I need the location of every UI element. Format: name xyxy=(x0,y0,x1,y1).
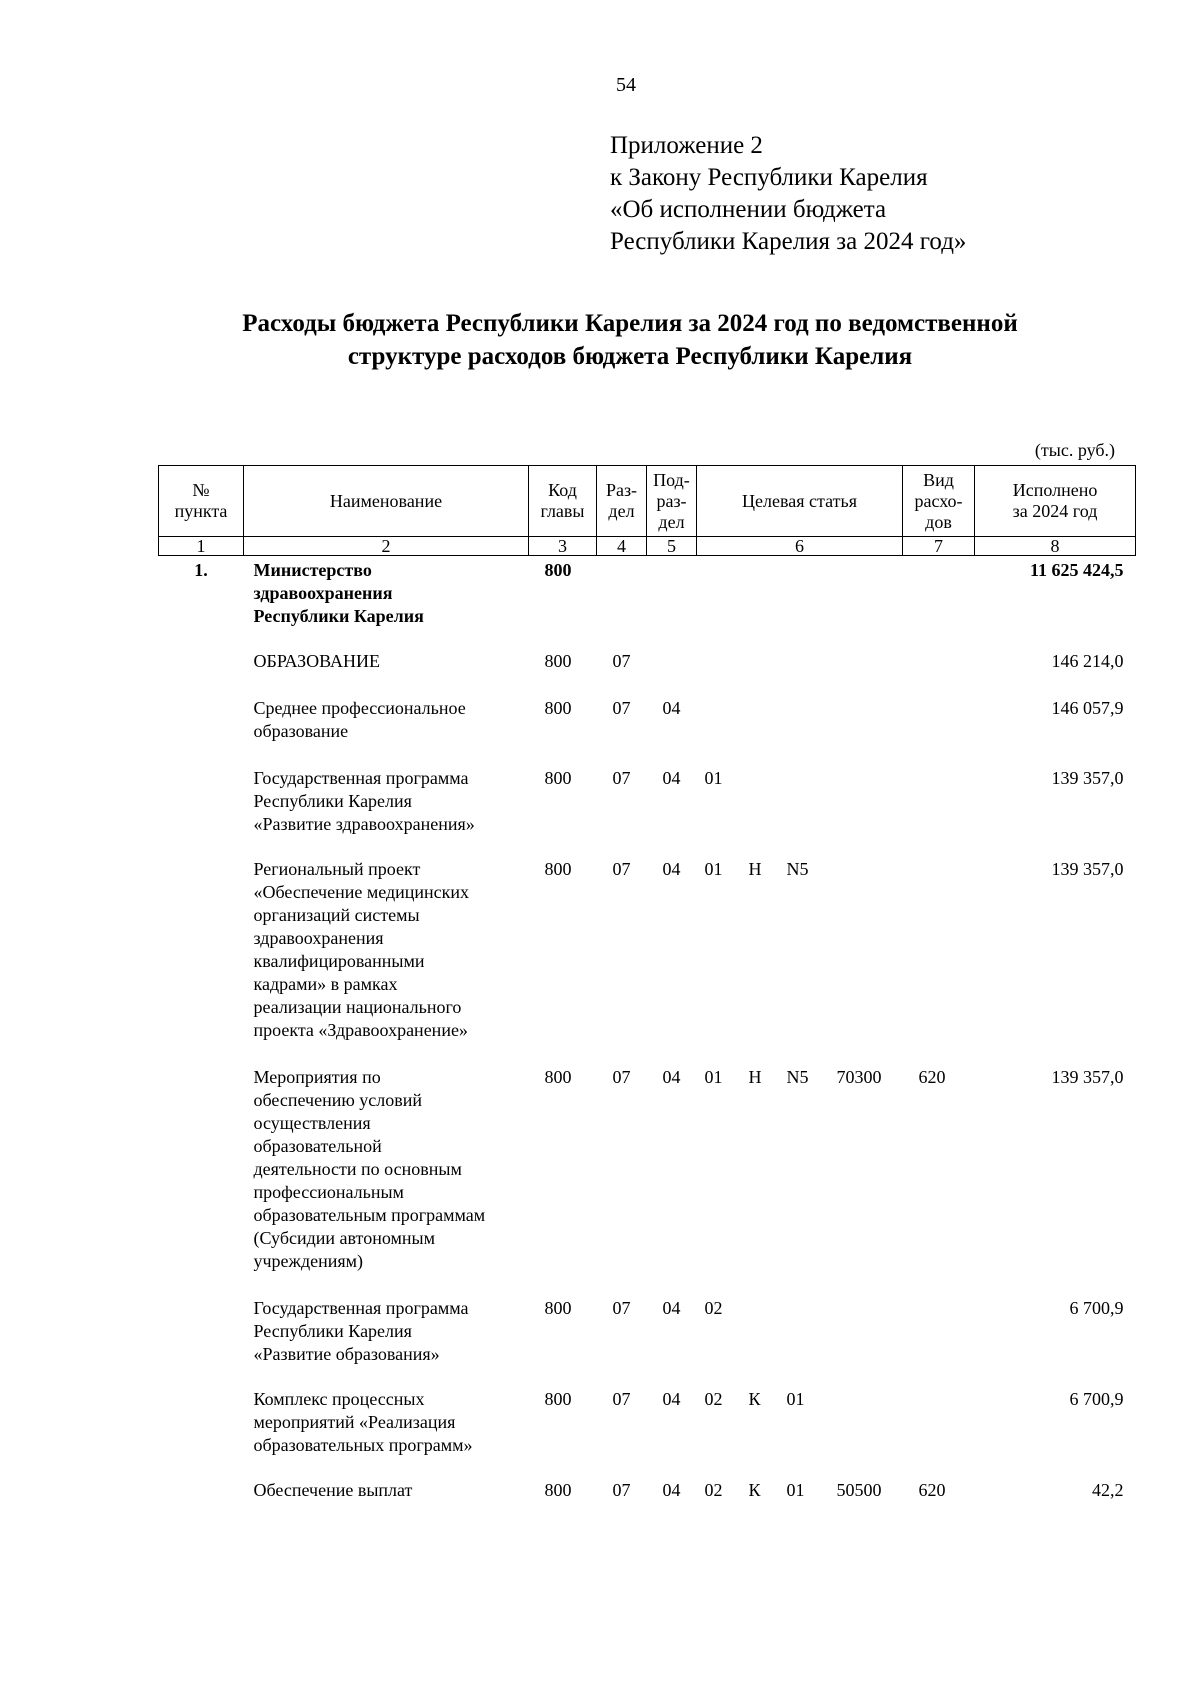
row-section: 07 xyxy=(612,651,631,671)
row-number xyxy=(159,697,244,767)
header-executed: Исполнено за 2024 год xyxy=(975,466,1136,537)
row-amount: 6 700,9 xyxy=(1069,1389,1124,1409)
table-header-row xyxy=(159,466,1136,537)
row-target-direction: 70300 xyxy=(836,1067,882,1087)
column-number: 1 xyxy=(159,537,244,556)
row-name xyxy=(244,650,529,697)
row-code: 800 xyxy=(544,560,572,580)
row-amount: 139 357,0 xyxy=(1051,1067,1124,1087)
title-line-2: структуре расходов бюджета Республики Карелия xyxy=(347,343,913,370)
row-name xyxy=(244,1479,529,1502)
row-name xyxy=(244,1388,529,1479)
row-target-project: 01 xyxy=(786,1480,805,1500)
row-target-project xyxy=(779,1297,829,1388)
row-target-program: 02 xyxy=(704,1480,723,1500)
row-name-line: организаций системы xyxy=(253,905,420,925)
column-number: 2 xyxy=(244,537,529,556)
row-target-direction xyxy=(829,697,903,767)
row-name-line: ОБРАЗОВАНИЕ xyxy=(253,651,380,671)
row-name xyxy=(244,858,529,1066)
row-name-line: здравоохранения xyxy=(253,583,393,603)
row-amount: 11 625 424,5 xyxy=(1030,560,1124,580)
row-target-direction xyxy=(829,556,903,651)
page-number: 54 xyxy=(616,74,636,96)
row-number xyxy=(159,1388,244,1479)
row-target-program: 02 xyxy=(704,1298,723,1318)
row-subsection xyxy=(647,650,697,697)
row-target-letter: Н xyxy=(748,859,762,879)
table-row xyxy=(159,697,1136,767)
table-row xyxy=(159,1479,1136,1502)
row-name-line: Комплекс процессных xyxy=(253,1389,425,1409)
row-target-program xyxy=(697,697,741,767)
appendix-line-3: «Об исполнении бюджета xyxy=(610,196,887,223)
row-name-line: «Развитие образования» xyxy=(253,1344,440,1364)
row-target-program: 01 xyxy=(704,1067,723,1087)
row-name-line: мероприятий «Реализация xyxy=(253,1412,456,1432)
title-line-1: Расходы бюджета Республики Карелия за 2024 год по ведомственной xyxy=(242,310,1018,337)
row-name xyxy=(244,1066,529,1297)
header-expense-type: Вид расхо- дов xyxy=(903,466,975,537)
appendix-block xyxy=(610,130,966,258)
row-target-direction xyxy=(829,650,903,697)
header-name: Наименование xyxy=(244,466,529,537)
row-expense-type xyxy=(903,1297,975,1388)
row-amount: 139 357,0 xyxy=(1051,859,1124,879)
row-target-project: 01 xyxy=(786,1389,805,1409)
table-row xyxy=(159,1388,1136,1479)
column-number: 6 xyxy=(697,537,903,556)
row-name-line: кадрами» в рамках xyxy=(253,974,398,994)
row-subsection: 04 xyxy=(662,768,681,788)
row-name-line: «Развитие здравоохранения» xyxy=(253,814,475,834)
column-number: 7 xyxy=(903,537,975,556)
row-target-letter xyxy=(741,556,779,651)
header-subsection: Под- раз- дел xyxy=(647,466,697,537)
row-name-line: образование xyxy=(253,721,349,741)
row-section: 07 xyxy=(612,859,631,879)
row-expense-type xyxy=(903,767,975,858)
row-target-project xyxy=(779,556,829,651)
row-amount: 146 214,0 xyxy=(1051,651,1124,671)
table-row xyxy=(159,1066,1136,1297)
row-target-letter: К xyxy=(748,1480,761,1500)
row-name xyxy=(244,697,529,767)
row-section: 07 xyxy=(612,768,631,788)
row-subsection: 04 xyxy=(662,859,681,879)
row-target-program: 01 xyxy=(704,768,723,788)
row-name-line: учреждениям) xyxy=(253,1251,364,1271)
row-target-program xyxy=(697,650,741,697)
row-name-line: Республики Карелия xyxy=(253,1321,412,1341)
row-name-line: (Субсидии автономным xyxy=(253,1228,435,1248)
row-name-line: осуществления xyxy=(253,1113,371,1133)
row-target-letter xyxy=(741,1297,779,1388)
row-number xyxy=(159,1066,244,1297)
row-code: 800 xyxy=(544,1389,572,1409)
row-target-direction xyxy=(829,767,903,858)
row-target-letter xyxy=(741,697,779,767)
row-subsection: 04 xyxy=(662,698,681,718)
row-subsection xyxy=(647,556,697,651)
header-num: № пункта xyxy=(159,466,244,537)
table-body xyxy=(159,556,1136,1503)
column-number: 5 xyxy=(647,537,697,556)
row-name-line: Республики Карелия xyxy=(253,606,424,626)
row-name xyxy=(244,556,529,651)
row-number xyxy=(159,650,244,697)
table-row xyxy=(159,650,1136,697)
units-label: (тыс. руб.) xyxy=(1034,440,1115,460)
row-amount: 139 357,0 xyxy=(1051,768,1124,788)
row-subsection: 04 xyxy=(662,1480,681,1500)
row-name-line: Мероприятия по xyxy=(253,1067,381,1087)
row-number: 1. xyxy=(194,560,208,580)
table-row xyxy=(159,767,1136,858)
row-name xyxy=(244,767,529,858)
row-target-direction xyxy=(829,1388,903,1479)
row-code: 800 xyxy=(544,1067,572,1087)
row-target-letter xyxy=(741,650,779,697)
table-row xyxy=(159,858,1136,1066)
row-name-line: квалифицированными xyxy=(253,951,425,971)
row-name-line: Республики Карелия xyxy=(253,791,412,811)
row-number xyxy=(159,1297,244,1388)
appendix-line-4: Республики Карелия за 2024 год» xyxy=(610,228,967,255)
column-number: 4 xyxy=(597,537,647,556)
row-number xyxy=(159,1479,244,1502)
row-name-line: реализации национального xyxy=(253,997,462,1017)
row-number xyxy=(159,858,244,1066)
row-name-line: Государственная программа xyxy=(253,1298,469,1318)
row-target-program: 01 xyxy=(704,859,723,879)
row-code: 800 xyxy=(544,1480,572,1500)
row-amount: 146 057,9 xyxy=(1051,698,1124,718)
row-amount: 6 700,9 xyxy=(1069,1298,1124,1318)
row-section: 07 xyxy=(612,1389,631,1409)
header-code: Код главы xyxy=(529,466,597,537)
header-section: Раз- дел xyxy=(597,466,647,537)
row-expense-type xyxy=(903,556,975,651)
row-expense-type xyxy=(903,650,975,697)
row-subsection: 04 xyxy=(662,1067,681,1087)
row-name-line: обеспечению условий xyxy=(253,1090,423,1110)
row-target-letter xyxy=(741,767,779,858)
column-number-row xyxy=(159,537,1136,556)
column-number: 8 xyxy=(975,537,1136,556)
row-section: 07 xyxy=(612,1067,631,1087)
appendix-line-2: к Закону Республики Карелия xyxy=(610,164,928,191)
row-name-line: здравоохранения xyxy=(253,928,384,948)
row-code: 800 xyxy=(544,651,572,671)
row-amount: 42,2 xyxy=(1092,1480,1124,1500)
row-section: 07 xyxy=(612,698,631,718)
row-target-letter: Н xyxy=(748,1067,762,1087)
row-section: 07 xyxy=(612,1480,631,1500)
row-name xyxy=(244,1297,529,1388)
row-name-line: Региональный проект xyxy=(253,859,421,879)
row-subsection: 04 xyxy=(662,1389,681,1409)
row-number xyxy=(159,767,244,858)
row-name-line: образовательных программ» xyxy=(253,1435,473,1455)
row-code: 800 xyxy=(544,768,572,788)
row-name-line: Среднее профессиональное xyxy=(253,698,466,718)
row-name-line: образовательным программам xyxy=(253,1205,486,1225)
row-target-program xyxy=(697,556,741,651)
row-subsection: 04 xyxy=(662,1298,681,1318)
budget-table xyxy=(158,465,1136,1502)
row-expense-type: 620 xyxy=(918,1480,946,1500)
row-name-line: образовательной xyxy=(253,1136,382,1156)
row-target-letter: К xyxy=(748,1389,761,1409)
row-section xyxy=(597,556,647,651)
row-target-program: 02 xyxy=(704,1389,723,1409)
table-row xyxy=(159,556,1136,651)
row-target-direction xyxy=(829,1297,903,1388)
row-target-project: N5 xyxy=(786,859,809,879)
appendix-line-1: Приложение 2 xyxy=(610,132,763,159)
row-name-line: Обеспечение выплат xyxy=(253,1480,413,1500)
row-target-direction xyxy=(829,858,903,1066)
row-target-project: N5 xyxy=(786,1067,809,1087)
row-expense-type: 620 xyxy=(918,1067,946,1087)
row-expense-type xyxy=(903,858,975,1066)
header-target: Целевая статья xyxy=(697,466,903,537)
row-name-line: деятельности по основным xyxy=(253,1159,462,1179)
row-name-line: профессиональным xyxy=(253,1182,404,1202)
row-target-project xyxy=(779,767,829,858)
row-name-line: «Обеспечение медицинских xyxy=(253,882,470,902)
document-title xyxy=(150,307,1110,373)
row-expense-type xyxy=(903,697,975,767)
row-target-direction: 50500 xyxy=(836,1480,882,1500)
row-name-line: проекта «Здравоохранение» xyxy=(253,1020,468,1040)
row-target-project xyxy=(779,697,829,767)
row-name-line: Государственная программа xyxy=(253,768,469,788)
row-name-line: Министерство xyxy=(253,560,372,580)
table-row xyxy=(159,1297,1136,1388)
row-section: 07 xyxy=(612,1298,631,1318)
row-code: 800 xyxy=(544,859,572,879)
row-code: 800 xyxy=(544,1298,572,1318)
row-target-project xyxy=(779,650,829,697)
row-code: 800 xyxy=(544,698,572,718)
column-number: 3 xyxy=(529,537,597,556)
row-expense-type xyxy=(903,1388,975,1479)
